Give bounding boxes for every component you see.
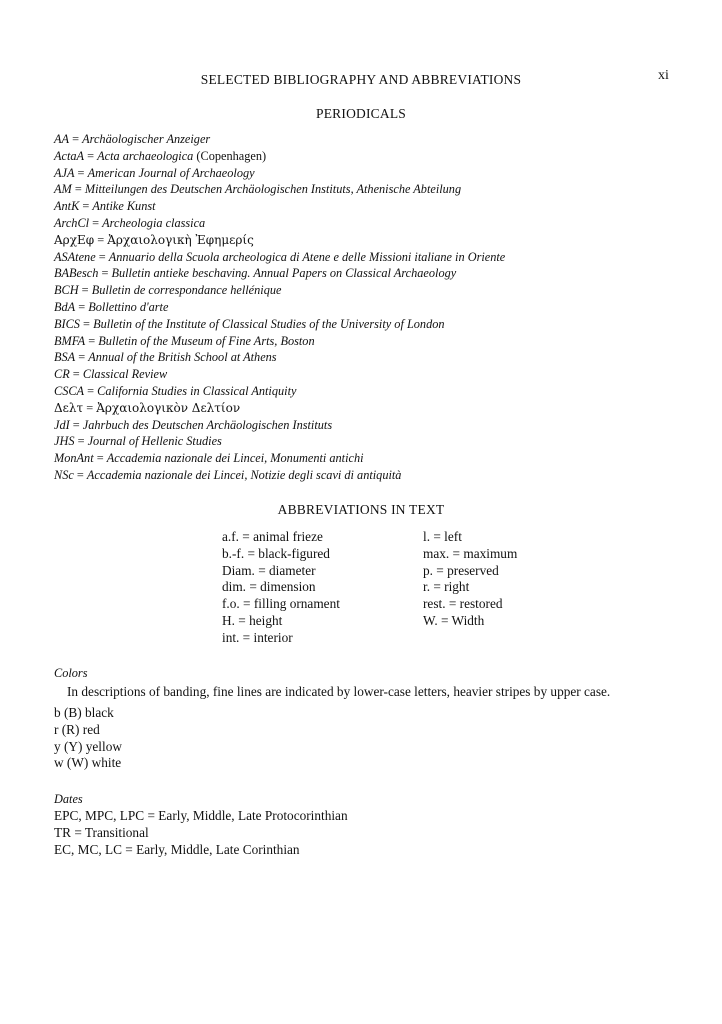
periodical-title: Archeologia classica (102, 215, 206, 230)
periodical-abbreviation: ASAtene (54, 249, 96, 264)
equals-sign: = (74, 434, 88, 449)
periodical-abbreviation: AA (54, 132, 70, 146)
periodical-title: Ἀρχαιολογικὴ Ἐφημερίς (107, 232, 254, 247)
abbreviation-entry: max. = maximum (423, 545, 518, 561)
equals-sign: = (78, 283, 92, 298)
periodical-abbreviation: BABesch (54, 266, 99, 281)
date-entry: EC, MC, LC = Early, Middle, Late Corinthian (54, 841, 300, 857)
periodical-entry (54, 383, 674, 400)
equals-sign: = (94, 232, 108, 247)
periodical-entry (54, 181, 674, 198)
abbreviation-entry: dim. = dimension (222, 579, 316, 595)
abbreviation-entry: Diam. = diameter (222, 562, 316, 578)
periodical-abbreviation: AJA (54, 165, 75, 180)
periodicals-list (54, 131, 674, 484)
periodical-entry (54, 265, 674, 282)
periodical-title: Journal of Hellenic Studies (87, 434, 222, 449)
periodical-abbreviation: BdA (54, 299, 76, 314)
equals-sign: = (84, 383, 98, 398)
periodical-entry (54, 450, 674, 467)
periodical-entry (54, 232, 674, 249)
periodical-abbreviation: ActaA (54, 148, 85, 163)
periodical-abbreviation: AntK (54, 199, 80, 214)
page-number: xi (658, 68, 669, 83)
periodical-abbreviation: JHS (54, 434, 75, 449)
periodical-title: Bollettino d'arte (88, 299, 169, 314)
periodical-abbreviation: NSc (54, 467, 74, 482)
equals-sign: = (69, 417, 83, 432)
periodical-entry (54, 131, 674, 148)
equals-sign: = (98, 266, 112, 281)
dates-label: Dates (54, 792, 83, 806)
periodical-entry (54, 333, 674, 350)
periodical-abbreviation: BSA (54, 350, 76, 365)
periodical-title: Accademia nazionale dei Lincei, Notizie degli scavi di antiquità (86, 467, 402, 482)
equals-sign: = (71, 182, 85, 197)
periodical-entry (54, 316, 674, 333)
equals-sign: = (73, 467, 87, 482)
abbreviation-entry: l. = left (423, 529, 462, 544)
periodicals-heading: PERIODICALS (316, 106, 406, 121)
color-entry: y (Y) yellow (54, 738, 122, 754)
color-entry: r (R) red (54, 721, 100, 737)
abbreviations-right-column (423, 529, 517, 630)
periodical-entry (54, 299, 674, 316)
periodical-abbreviation: ΑρχΕφ (54, 232, 95, 247)
periodical-abbreviation: MonAnt (54, 451, 94, 466)
periodical-title: Annual of the British School at Athens (88, 350, 277, 365)
periodical-entry (54, 417, 674, 434)
periodical-abbreviation: BCH (54, 283, 79, 298)
periodical-entry (54, 282, 674, 299)
abbreviation-entry: p. = preserved (423, 562, 499, 578)
periodical-title: Jahrbuch des Deutschen Archäologischen Instituts (82, 417, 333, 432)
equals-sign: = (69, 367, 83, 382)
periodical-entry (54, 165, 674, 182)
abbreviation-entry: W. = Width (423, 612, 485, 628)
dates-list (54, 808, 348, 858)
abbreviation-entry: r. = right (423, 579, 470, 595)
periodical-entry (54, 349, 674, 366)
equals-sign: = (85, 333, 99, 348)
periodical-abbreviation: BMFA (54, 333, 86, 348)
periodical-entry (54, 366, 674, 383)
periodical-abbreviation: CSCA (54, 383, 85, 398)
abbreviation-entry: rest. = restored (423, 596, 503, 612)
periodical-title: Bulletin de correspondance hellénique (91, 283, 282, 298)
equals-sign: = (69, 132, 83, 146)
periodical-title: Archäologischer Anzeiger (82, 132, 211, 146)
equals-sign: = (75, 299, 89, 314)
equals-sign: = (74, 165, 88, 180)
periodical-abbreviation: BICS (54, 316, 80, 331)
periodical-entry (54, 215, 674, 232)
periodical-abbreviation: ArchCl (54, 215, 90, 230)
equals-sign: = (83, 400, 97, 415)
periodical-title: Acta archaeologica (97, 148, 194, 163)
periodical-abbreviation: AM (54, 182, 72, 197)
page-title: SELECTED BIBLIOGRAPHY AND ABBREVIATIONS (200, 72, 522, 87)
periodical-abbreviation: CR (54, 367, 70, 382)
periodical-entry (54, 198, 674, 215)
colors-list (54, 705, 122, 772)
colors-intro: In descriptions of banding, fine lines are indicated by lower-case letters, heavier stripes by upper case. (67, 684, 611, 699)
color-entry: b (B) black (54, 705, 114, 720)
equals-sign: = (95, 249, 109, 264)
periodical-entry (54, 400, 674, 417)
equals-sign: = (89, 215, 103, 230)
periodical-abbreviation: Δελτ (54, 400, 84, 415)
abbreviation-entry: f.o. = filling ornament (222, 596, 340, 612)
date-entry: EPC, MPC, LPC = Early, Middle, Late Protocorinthian (54, 808, 348, 823)
equals-sign: = (79, 199, 93, 214)
date-entry: TR = Transitional (54, 824, 149, 840)
equals-sign: = (84, 148, 98, 163)
periodical-entry (54, 433, 674, 450)
periodical-title: California Studies in Classical Antiquity (97, 383, 297, 398)
abbreviation-entry: a.f. = animal frieze (222, 529, 323, 544)
abbreviation-entry: H. = height (222, 612, 283, 628)
equals-sign: = (75, 350, 89, 365)
periodical-title: Ἀρχαιολογικὸν Δελτίον (96, 400, 241, 415)
equals-sign: = (93, 451, 107, 466)
periodical-title: Annuario della Scuola archeologica di Atene e delle Missioni italiane in Oriente (108, 249, 506, 264)
colors-label: Colors (54, 666, 88, 680)
periodical-title: Bulletin antieke beschaving. Annual Papers on Classical Archaeology (111, 266, 457, 281)
abbreviation-entry: int. = interior (222, 629, 293, 645)
periodical-entry (54, 148, 674, 165)
periodical-abbreviation: JdI (54, 417, 70, 432)
abbreviation-entry: b.-f. = black-figured (222, 545, 330, 561)
periodical-title: Classical Review (82, 367, 168, 382)
periodical-title: American Journal of Archaeology (87, 165, 255, 180)
abbreviations-left-column (222, 529, 340, 647)
periodical-title: Mitteilungen des Deutschen Archäologischen Instituts, Athenische Abteilung (84, 182, 462, 197)
periodical-title: Accademia nazionale dei Lincei, Monumenti antichi (106, 451, 364, 466)
periodical-note: (Copenhagen) (193, 148, 267, 163)
color-entry: w (W) white (54, 755, 122, 771)
periodical-entry (54, 249, 674, 266)
periodical-title: Bulletin of the Museum of Fine Arts, Boston (98, 333, 315, 348)
equals-sign: = (79, 316, 94, 331)
periodical-entry (54, 467, 674, 484)
abbreviations-heading: ABBREVIATIONS IN TEXT (277, 502, 445, 517)
periodical-title: Antike Kunst (92, 199, 156, 214)
periodical-title: Bulletin of the Institute of Classical Studies of the University of London (93, 316, 445, 331)
